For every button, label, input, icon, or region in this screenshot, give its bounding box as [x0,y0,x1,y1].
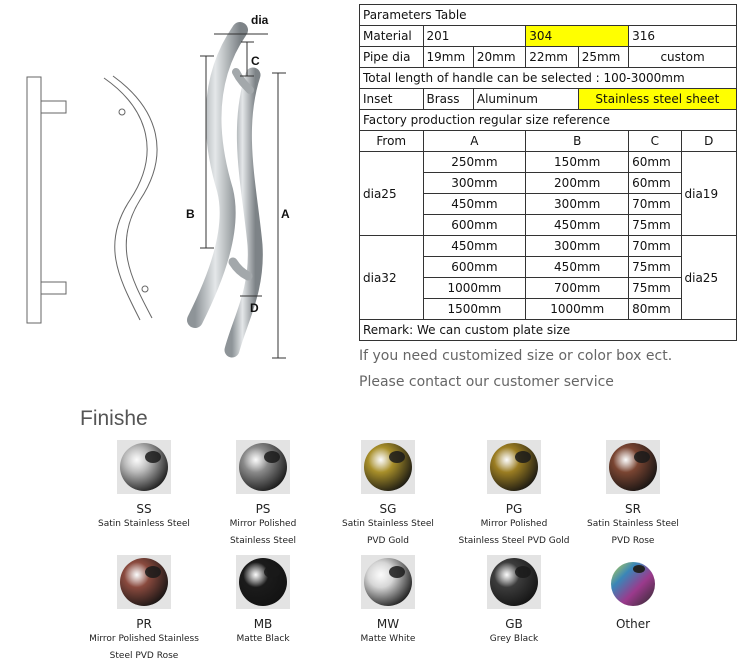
finish-desc-line2: Stainless Steel [229,536,297,546]
finish-ball-icon [361,555,415,609]
finish-desc-line1: Mirror Polished [229,519,297,529]
finishes-title: Finishe [80,407,148,430]
finish-ball-icon [606,555,660,609]
cell-b: 700mm [526,278,629,299]
inset-aluminum: Aluminum [473,89,578,110]
group1-from: dia25 [360,152,424,236]
b-label: B [186,207,195,221]
group1-d: dia19 [681,152,737,236]
header-from: From [360,131,424,152]
finish-desc-line1: Satin Stainless Steel [98,519,190,529]
finish-ball-icon [236,555,290,609]
table-title: Parameters Table [360,5,737,26]
c-label: C [251,54,260,68]
header-c: C [629,131,681,152]
pipe-custom: custom [629,47,737,68]
inset-label: Inset [360,89,424,110]
finish-code: PG [505,502,523,516]
cell-a: 450mm [423,236,526,257]
cell-a: 1500mm [423,299,526,320]
cell-c: 75mm [629,278,681,299]
finish-desc-line2: PVD Rose [611,536,655,546]
finish-ball-icon [606,440,660,494]
finish-desc-line1: Grey Black [489,634,539,644]
finish-ball-icon [487,555,541,609]
note-line2: Please contact our customer service [359,374,614,390]
cell-a: 450mm [423,194,526,215]
cell-b: 300mm [526,236,629,257]
inset-row [360,89,737,110]
cell-b: 300mm [526,194,629,215]
cell-b: 1000mm [526,299,629,320]
pipe-25: 25mm [578,47,628,68]
finish-desc-line1: Matte White [360,634,416,644]
table-row [360,152,737,173]
material-label: Material [360,26,424,47]
d-label: D [250,301,259,315]
pipe-19: 19mm [423,47,473,68]
inset-brass: Brass [423,89,473,110]
factory-row [360,110,737,131]
cell-a: 1000mm [423,278,526,299]
finish-desc-line2: PVD Gold [366,536,410,546]
cell-c: 70mm [629,236,681,257]
finish-code: SR [625,502,641,516]
finish-desc-line1: Mirror Polished Stainless [89,634,199,644]
cell-a: 600mm [423,257,526,278]
total-length-text: Total length of handle can be selected : 100-3000mm [360,68,737,89]
group2-from: dia32 [360,236,424,320]
finish-swatch [543,440,723,550]
finish-ball-icon [487,440,541,494]
finish-code: PR [136,617,152,631]
cell-a: 250mm [423,152,526,173]
table-row [360,236,737,257]
cell-a: 300mm [423,173,526,194]
finish-swatch [543,555,723,631]
cell-b: 150mm [526,152,629,173]
parameters-table [359,4,737,341]
dia-label: dia [251,13,269,27]
handle-drawing-icon [0,0,355,400]
cell-b: 450mm [526,257,629,278]
header-d: D [681,131,737,152]
finish-code: MW [376,617,400,631]
pipe-20: 20mm [473,47,525,68]
cell-c: 75mm [629,215,681,236]
material-201: 201 [423,26,526,47]
table-title-row [360,5,737,26]
finish-desc-line1: Mirror Polished [480,519,548,529]
finish-desc-line1: Matte Black [236,634,290,644]
finish-code: MB [253,617,273,631]
header-b: B [526,131,629,152]
remark-text: Remark: We can custom plate size [360,320,737,341]
pipe-label: Pipe dia [360,47,424,68]
a-label: A [281,207,290,221]
finish-code: PS [255,502,271,516]
finish-ball-icon [236,440,290,494]
finish-code: SG [379,502,397,516]
handle-diagram [0,0,355,400]
finish-desc-line2: Steel PVD Rose [109,651,179,661]
cell-c: 70mm [629,194,681,215]
remark-row [360,320,737,341]
material-304: 304 [526,26,629,47]
cell-a: 600mm [423,215,526,236]
header-a: A [423,131,526,152]
factory-text: Factory production regular size reference [360,110,737,131]
material-row [360,26,737,47]
inset-stainless: Stainless steel sheet [578,89,736,110]
finish-code: GB [505,617,523,631]
finish-desc-line1: Satin Stainless Steel [342,519,434,529]
header-row [360,131,737,152]
finish-ball-icon [117,555,171,609]
length-row [360,68,737,89]
cell-c: 80mm [629,299,681,320]
finish-code: SS [136,502,152,516]
pipe-row [360,47,737,68]
finish-ball-icon [361,440,415,494]
pipe-22: 22mm [526,47,578,68]
note-line1: If you need customized size or color box ect. [359,348,673,364]
finish-code: Other [615,617,651,631]
cell-b: 450mm [526,215,629,236]
cell-c: 60mm [629,152,681,173]
cell-b: 200mm [526,173,629,194]
material-316: 316 [629,26,737,47]
cell-c: 60mm [629,173,681,194]
finish-desc-line2: Stainless Steel PVD Gold [458,536,570,546]
finish-desc-line1: Satin Stainless Steel [587,519,679,529]
cell-c: 75mm [629,257,681,278]
group2-d: dia25 [681,236,737,320]
finish-ball-icon [117,440,171,494]
